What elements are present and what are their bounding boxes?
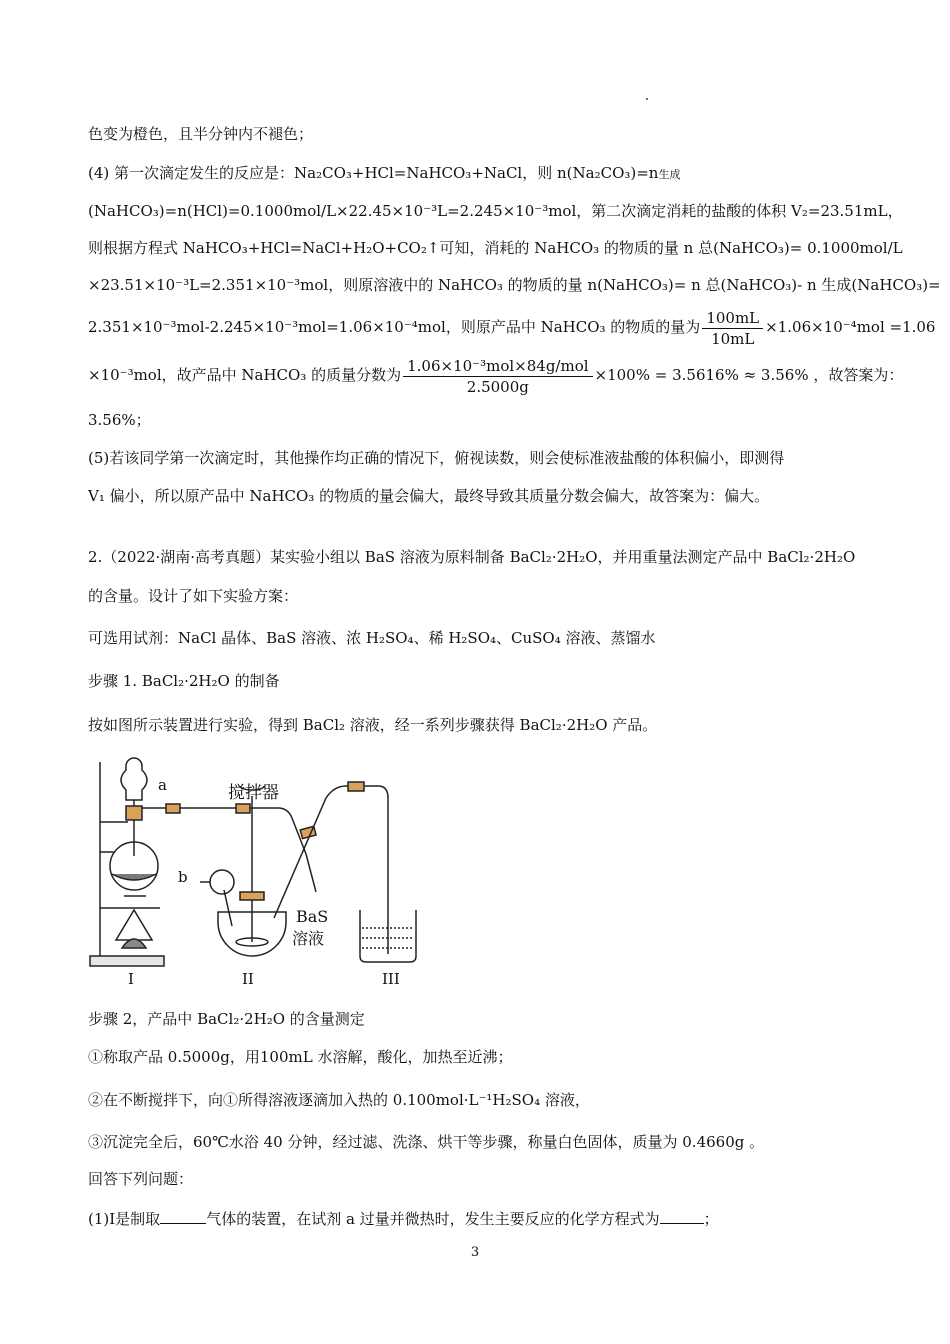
- text-line: (1)I是制取 气体的装置，在试剂 a 过量并微热时，发生主要反应的化学方程式为 ；: [88, 1210, 719, 1228]
- text-line: ×23.51×10⁻³L=2.351×10⁻³mol，则原溶液中的 NaHCO₃ 的物质的量 n(NaHCO₃)= n 总(NaHCO₃)- n 生成(NaHCO₃)=: [88, 276, 941, 294]
- text-line: 则根据方程式 NaHCO₃+HCl=NaCl+H₂O+CO₂↑可知，消耗的 NaHCO₃ 的物质的量 n 总(NaHCO₃)= 0.1000mol/L: [88, 239, 903, 257]
- answer-blank: [660, 1209, 704, 1224]
- text-line: 按如图所示装置进行实验，得到 BaCl₂ 溶液，经一系列步骤获得 BaCl₂·2H₂O 产品。: [88, 716, 658, 734]
- text-line: 回答下列问题：: [88, 1170, 194, 1188]
- text-line-fraction: 2.351×10⁻³mol-2.245×10⁻³mol=1.06×10⁻⁴mol，则原产品中 NaHCO₃ 的物质的量为 $\frac{100mL}{10mL}$ ×1.06×10⁻⁴mol =1.06: [88, 308, 936, 348]
- text-line: 色变为橙色，且半分钟内不褪色；: [88, 125, 314, 143]
- text-line: ②在不断搅拌下，向①所得溶液逐滴加入热的 0.100mol·L⁻¹H₂SO₄ 溶液，: [88, 1091, 590, 1109]
- text-line: ③沉淀完全后，60℃水浴 40 分钟，经过滤、洗涤、烘干等步骤，称量白色固体，质量为 0.4660g 。: [88, 1133, 765, 1151]
- label-bas: BaS: [296, 907, 329, 926]
- text-line: (5)若该同学第一次滴定时，其他操作均正确的情况下，俯视读数，则会使标准液盐酸的体积偏小，即测得: [88, 449, 785, 467]
- text-line: (NaHCO₃)=n(HCl)=0.1000mol/L×22.45×10⁻³L=2.245×10⁻³mol，第二次滴定消耗的盐酸的体积 V₂=23.51mL，: [88, 202, 903, 220]
- label-b: b: [178, 868, 188, 886]
- text-line-fraction: ×10⁻³mol，故产品中 NaHCO₃ 的质量分数为 $\frac{\text{1.06×10⁻³mol×84g/mol}}{2.5000g}$ ×100% = 3.5616% ≈ 3.56% ，故答案为：: [88, 356, 904, 396]
- step-heading: 步骤 1. BaCl₂·2H₂O 的制备: [88, 672, 280, 690]
- label-stirrer: 搅拌器: [228, 783, 279, 803]
- text-line: 可选用试剂：NaCl 晶体、BaS 溶液、浓 H₂SO₄、稀 H₂SO₄、CuSO₄ 溶液、蒸馏水: [88, 629, 656, 647]
- text-line: ①称取产品 0.5000g，用100mL 水溶解，酸化，加热至近沸；: [88, 1048, 513, 1066]
- text-line: (4) 第一次滴定发生的反应是：Na₂CO₃+HCl=NaHCO₃+NaCl，则 n(Na₂CO₃)=n生成: [88, 164, 681, 182]
- stray-dot: [646, 98, 648, 100]
- label-III: III: [382, 970, 400, 988]
- step-heading: 步骤 2，产品中 BaCl₂·2H₂O 的含量测定: [88, 1010, 365, 1028]
- answer-blank: [160, 1209, 206, 1224]
- apparatus-figure: [88, 756, 418, 992]
- label-solution: 溶液: [292, 929, 325, 948]
- text-line: 3.56%；: [88, 411, 151, 429]
- question-heading: 2.（2022·湖南·高考真题）某实验小组以 BaS 溶液为原料制备 BaCl₂·2H₂O，并用重量法测定产品中 BaCl₂·2H₂O: [88, 548, 856, 566]
- label-II: II: [242, 970, 254, 988]
- page-number: 3: [470, 1245, 480, 1260]
- text-line: V₁ 偏小，所以原产品中 NaHCO₃ 的物质的量会偏大，最终导致其质量分数会偏大，故答案为：偏大。: [88, 487, 770, 505]
- label-I: I: [128, 970, 134, 988]
- text-line: 的含量。设计了如下实验方案：: [88, 587, 299, 605]
- fraction: $\frac{\text{1.06×10⁻³mol×84g/mol}}{2.5000g}$: [403, 356, 592, 397]
- label-a: a: [158, 776, 167, 794]
- fraction: $\frac{100mL}{10mL}$: [702, 308, 763, 349]
